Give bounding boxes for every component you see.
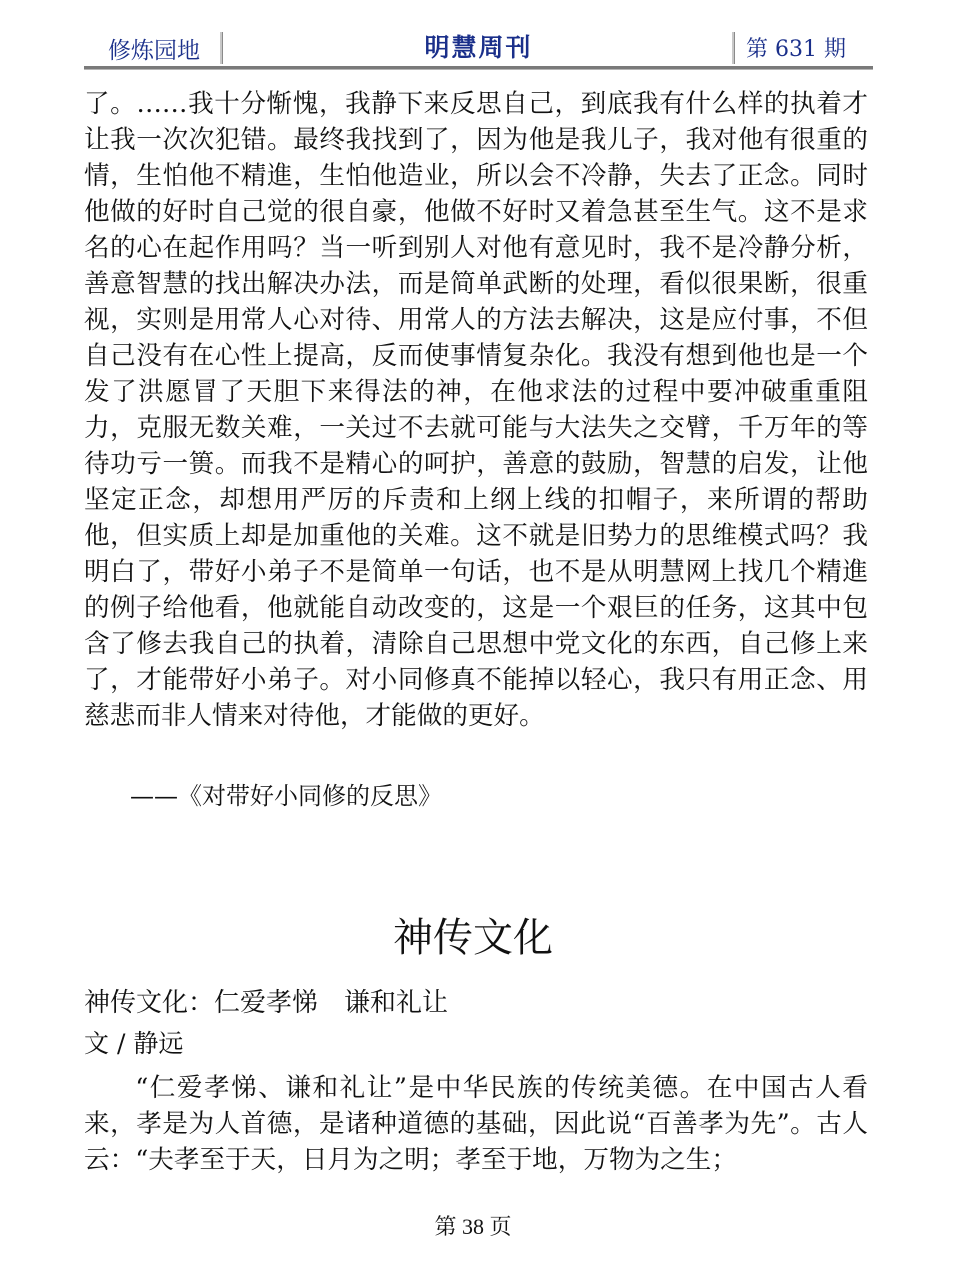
continued-paragraph: 了。……我十分惭愧，我静下来反思自己，到底我有什么样的执着才让我一次次犯错。最终我找到了，因为他是我儿子，我对他有很重的情，生怕他不精進，生怕他造业，所以会不冷静，失去了正念。同时他做的好时自己觉的很自豪，他做不好时又着急甚至生气。这不是求名的心在起作用吗？当一听到别人对他有意见时，我不是冷静分析，善意智慧的找出解决办法，而是简单武断的处理，看似很果断，很重视，实则是用常人心对待、用常人的方法去解决，这是应付事，不但自己没有在心性上提高，反而使事情复杂化。我没有想到他也是一个发了洪愿冒了天胆下来得法的神，在他求法的过程中要冲破重重阻力，克服无数关难，一关过不去就可能与大法失之交臂，千万年的等待功亏一篑。而我不是精心的呵护，善意的鼓励，智慧的启发，让他坚定正念，却想用严厉的斥责和上纲上线的扣帽子，来所谓的帮助他，但实质上却是加重他的关难。这不就是旧势力的思维模式吗？我明白了，带好小弟子不是简单一句话，也不是从明慧网上找几个精進的例子给他看，他就能自动改变的，这是一个艰巨的任务，这其中包含了修去我自己的执着，清除自己思想中党文化的东西，自己修上来了，才能带好小弟子。对小同修真不能掉以轻心，我只有用正念、用慈悲而非人情来对待他，才能做的更好。	[84, 89, 868, 731]
page-header	[84, 26, 873, 66]
page-number: 第 38 页	[434, 1214, 512, 1239]
header-issue-number: 第 631 期	[746, 37, 846, 62]
article-title: 神传文化：仁爱孝悌 谦和礼让	[84, 988, 449, 1018]
source-citation: ——《对带好小同修的反思》	[130, 782, 442, 810]
header-rule	[84, 66, 873, 70]
section-title: 神传文化	[393, 915, 553, 961]
header-divider	[732, 32, 735, 64]
article-author: 文 / 静远	[84, 1029, 184, 1058]
header-section-name: 修炼园地	[108, 38, 200, 64]
article-paragraph: “仁爱孝悌、谦和礼让”是中华民族的传统美德。在中国古人看来，孝是为人首德，是诸种道德的基础，因此说“百善孝为先”。古人云：“夫孝至于天，日月为之明；孝至于地，万物为之生；	[84, 1073, 868, 1175]
header-publication-title: 明慧周刊	[424, 33, 533, 62]
